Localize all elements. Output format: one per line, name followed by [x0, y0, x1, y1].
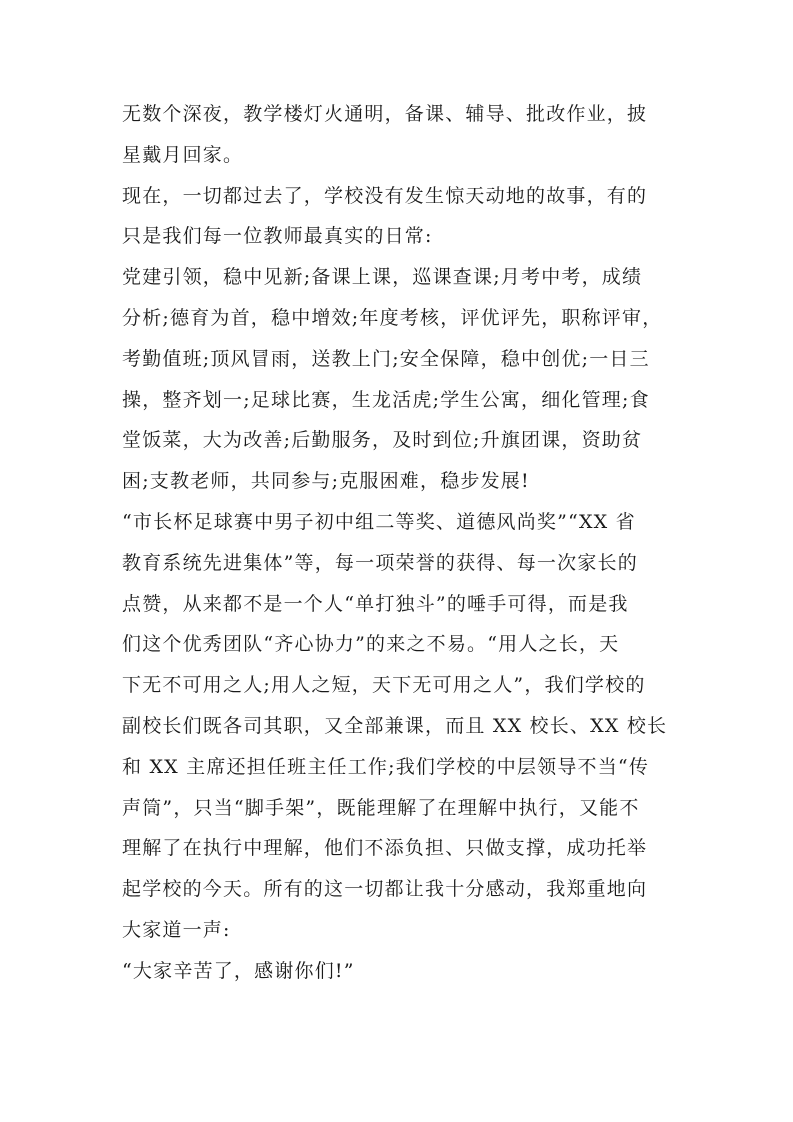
text-line: 和 XX 主席还担任班主任工作;我们学校的中层领导不当“传	[122, 755, 650, 778]
text-line: 困;支教老师，共同参与;克服困难，稳步发展!	[122, 470, 530, 493]
text-line: 只是我们每一位教师最真实的日常:	[122, 225, 433, 248]
text-line: 声筒”，只当“脚手架”，既能理解了在理解中执行，又能不	[122, 796, 640, 819]
text-line: 起学校的今天。所有的这一切都让我十分感动，我郑重地向	[122, 878, 648, 901]
text-line: 下无不可用之人;用人之短，天下无可用之人”，我们学校的	[122, 674, 646, 697]
text-line: “大家辛苦了，感谢你们!”	[122, 959, 355, 982]
text-line: 操，整齐划一;足球比赛，生龙活虎;学生公寓，细化管理;食	[122, 388, 650, 411]
text-line: “市长杯足球赛中男子初中组二等奖、道德风尚奖”“XX 省	[122, 510, 636, 533]
text-line: 分析;德育为首，稳中增效;年度考核，评优评先，职称评审，	[122, 306, 663, 329]
text-line: 堂饭菜，大为改善;后勤服务，及时到位;升旗团课，资助贫	[122, 429, 643, 452]
document-body	[122, 94, 678, 992]
text-line: 考勤值班;顶风冒雨，送教上门;安全保障，稳中创优;一日三	[122, 347, 650, 370]
text-line: 星戴月回家。	[122, 143, 244, 166]
text-line: 现在，一切都过去了，学校没有发生惊天动地的故事，有的	[122, 184, 648, 207]
text-line: 无数个深夜，教学楼灯火通明，备课、辅导、批改作业，披	[122, 103, 648, 125]
text-line: 副校长们既各司其职，又全部兼课，而且 XX 校长、XX 校长	[122, 714, 668, 737]
text-line: 点赞，从来都不是一个人“单打独斗”的唾手可得，而是我	[122, 592, 629, 615]
text-line: 大家道一声:	[122, 918, 231, 941]
text-line: 党建引领，稳中见新;备课上课，巡课查课;月考中考，成绩	[122, 266, 643, 289]
text-line: 教育系统先进集体”等，每一项荣誉的获得、每一次家长的	[122, 551, 638, 574]
text-line: 理解了在执行中理解，他们不添负担、只做支撑，成功托举	[122, 837, 648, 860]
text-line: 们这个优秀团队“齐心协力”的来之不易。“用人之长，天	[122, 633, 620, 656]
